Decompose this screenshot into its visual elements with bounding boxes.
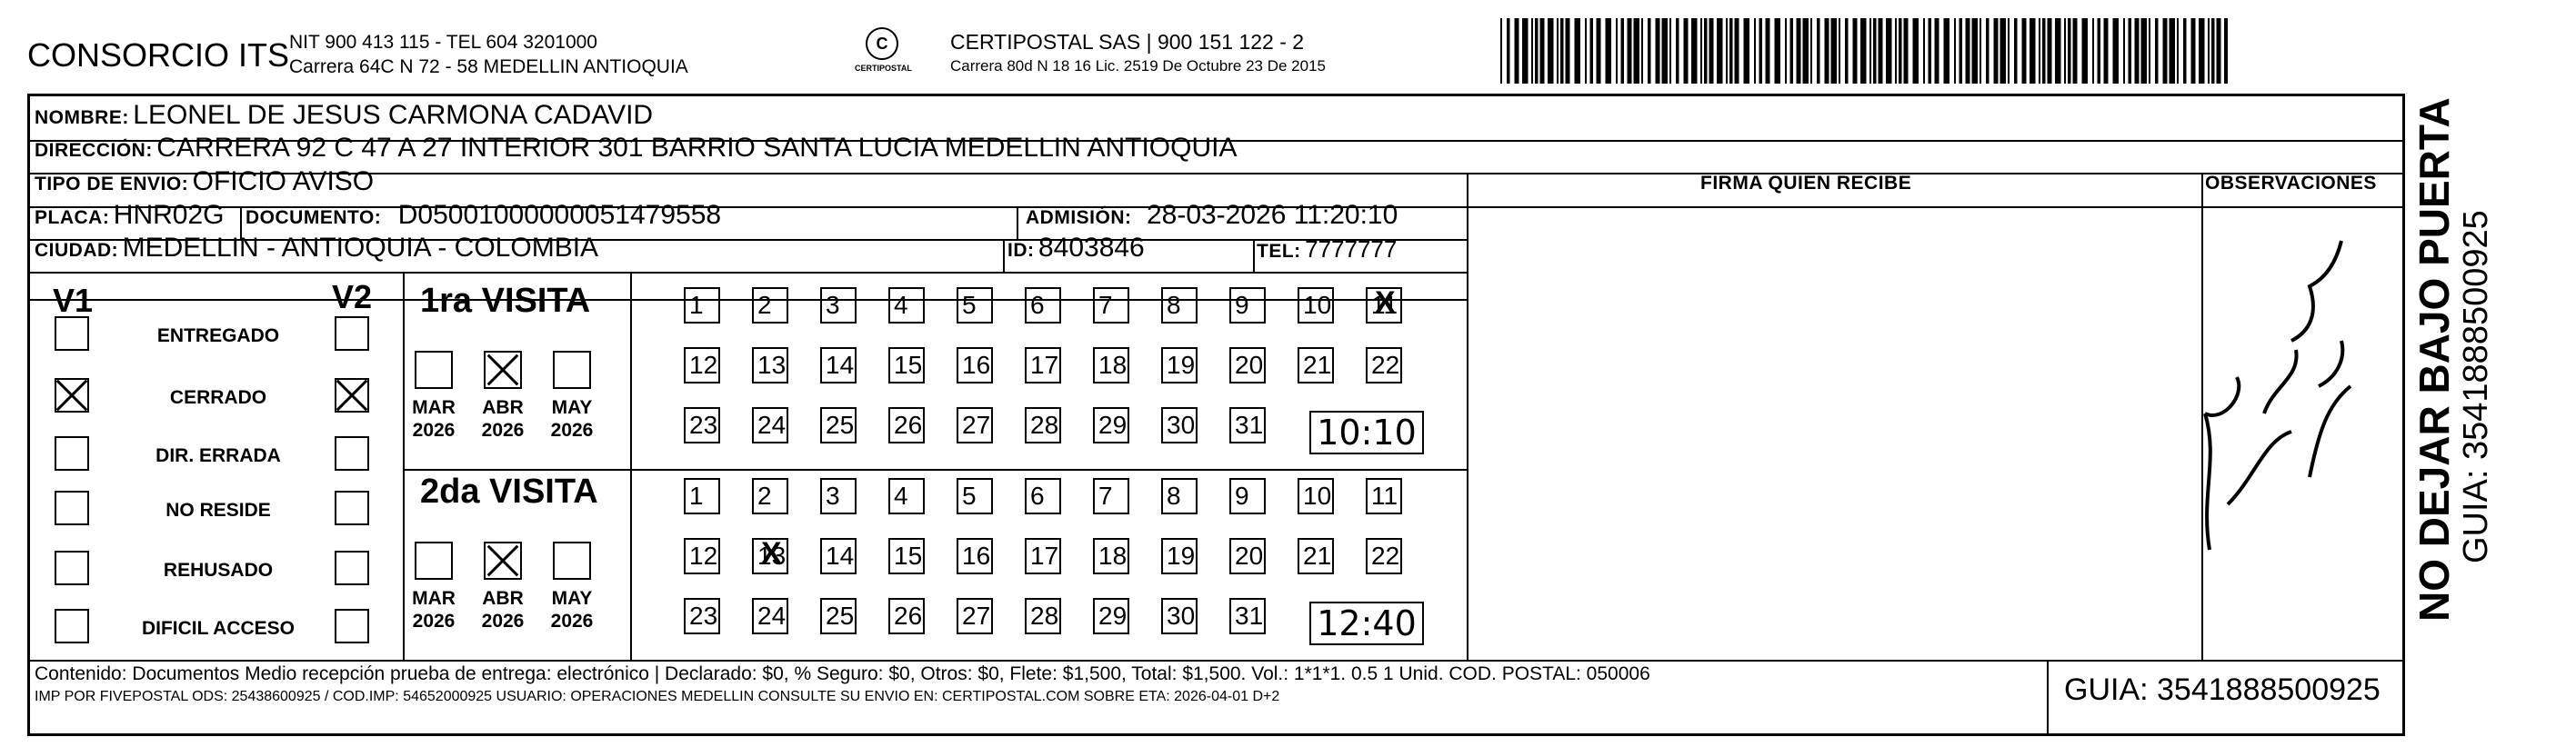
day-box[interactable]: 30	[1161, 598, 1198, 634]
month-name: MAY	[551, 588, 593, 609]
barcode-bar	[1839, 18, 1840, 84]
day-box[interactable]: 24	[752, 598, 788, 634]
status-label: DIFICIL ACCESO	[141, 618, 295, 639]
barcode-bar	[1923, 18, 1925, 84]
barcode-bar	[1899, 18, 1902, 84]
visit-time: 10:10	[1309, 411, 1424, 454]
status-v1-checkbox[interactable]	[55, 436, 89, 471]
month-name: ABR	[482, 588, 524, 609]
month-label	[542, 396, 602, 442]
barcode-bar	[2129, 18, 2132, 84]
v1-header: V1	[53, 282, 94, 319]
barcode-bar	[1535, 18, 1539, 84]
barcode-bar	[1560, 18, 1564, 84]
barcode-bar	[1676, 18, 1679, 84]
courier-logo	[855, 27, 912, 73]
footer-line1: Contenido: Documentos Medio recepción prueba de entrega: electrónico | Declarado: $0, % Seguro: $0, Otros: $0, Flete: $1,500, Total: $1,500. Vol.: 1*1*1. 0.5 1 Unid. COD. POSTAL: 050006	[35, 663, 1650, 684]
status-label: DIR. ERRADA	[155, 445, 281, 466]
day-box[interactable]: 22	[1366, 538, 1402, 574]
barcode-bar	[2008, 18, 2010, 84]
barcode-bar	[2217, 18, 2221, 84]
barcode-bar	[2082, 18, 2089, 84]
month-label	[404, 396, 464, 442]
courier-logo-text: CERTIPOSTAL	[855, 64, 912, 73]
status-v2-checkbox[interactable]	[335, 609, 369, 643]
day-box[interactable]: 10	[1298, 478, 1334, 514]
barcode-bar	[1803, 18, 1809, 84]
barcode-bar	[2014, 18, 2018, 84]
barcode-bar	[1935, 18, 1940, 84]
barcode-bar	[1853, 18, 1858, 84]
status-label: NO RESIDE	[165, 500, 271, 521]
company-info	[289, 30, 688, 79]
barcode-bar	[1531, 18, 1533, 84]
barcode-bar	[1684, 18, 1689, 84]
tipo-value: OFICIO AVISO	[192, 166, 375, 196]
barcode-bar	[1744, 18, 1750, 84]
status-v2-checkbox[interactable]	[335, 436, 369, 471]
barcode-bar	[1641, 18, 1643, 84]
day-box[interactable]: 1	[684, 478, 720, 514]
admision-value: 28-03-2026 11:20:10	[1146, 200, 1398, 230]
day-box[interactable]: 31	[1229, 407, 1266, 443]
barcode-bar	[1590, 18, 1594, 84]
month-year: 2026	[481, 420, 525, 441]
barcode-bar	[2022, 18, 2027, 84]
status-v1-checkbox[interactable]	[55, 316, 89, 351]
barcode-bar	[1845, 18, 1849, 84]
barcode-bar	[2163, 18, 2168, 84]
day-box[interactable]: 2	[752, 478, 788, 514]
day-box[interactable]: 4	[888, 287, 925, 324]
placa-row	[35, 200, 224, 231]
direccion-value: CARRERA 92 C 47 A 27 INTERIOR 301 BARRIO SANTA LUCIA MEDELLIN ANTIOQUIA	[156, 133, 1238, 163]
barcode-bar	[1994, 18, 1999, 84]
id-value: 8403846	[1037, 233, 1145, 263]
status-v1-checkbox[interactable]	[55, 491, 89, 525]
barcode-bar	[1726, 18, 1728, 84]
barcode-bar	[1669, 18, 1671, 84]
barcode-bar	[1873, 18, 1877, 84]
day-box[interactable]: 16	[957, 538, 993, 574]
day-box[interactable]: 20	[1229, 347, 1266, 383]
day-box[interactable]: 14	[820, 347, 857, 383]
barcode-bar	[2000, 18, 2007, 84]
barcode-bar	[1929, 18, 1932, 84]
form-frame	[27, 94, 2405, 736]
admision-label: ADMISIÓN:	[1026, 207, 1132, 228]
visit-title: 1ra VISITA	[420, 282, 591, 320]
day-box[interactable]: 7	[1093, 287, 1129, 324]
barcode-bar	[1790, 18, 1794, 84]
day-box[interactable]: 4	[888, 478, 925, 514]
day-box[interactable]: 12	[684, 347, 720, 383]
barcode-bar	[1810, 18, 1812, 84]
barcode-bar	[1735, 18, 1739, 84]
barcode-bar	[2183, 18, 2187, 84]
barcode-bar	[1557, 18, 1559, 84]
month-checkbox[interactable]	[415, 542, 453, 580]
month-checkbox[interactable]	[415, 351, 453, 389]
placa-value: HNR02G	[113, 200, 225, 230]
day-box[interactable]: 26	[888, 407, 925, 443]
barcode-bar	[1817, 18, 1820, 84]
day-box[interactable]: 26	[888, 598, 925, 634]
status-label: ENTREGADO	[156, 325, 280, 346]
day-box[interactable]: 7	[1093, 478, 1129, 514]
nombre-row	[35, 100, 653, 131]
month-checkbox[interactable]	[484, 351, 522, 389]
observaciones-label-text: OBSERVACIONES	[2205, 173, 2377, 194]
placa-label: PLACA:	[35, 207, 110, 228]
month-year: 2026	[550, 420, 594, 441]
barcode-bar	[1972, 18, 1979, 84]
barcode-bar	[1606, 18, 1612, 84]
barcode-bar	[1515, 18, 1519, 84]
footer-guia: GUIA: 3541888500925	[2064, 672, 2381, 707]
barcode-bar	[2155, 18, 2159, 84]
footer-line2: IMP POR FIVEPOSTAL ODS: 25438600925 / COD.IMP: 54652000925 USUARIO: OPERACIONES MEDELLIN CONSULTE SU ENVIO EN: CERTIPOSTAL.COM SOBRE ETA: 2026-04-01 D+2	[35, 689, 1280, 704]
direccion-row	[35, 133, 1237, 164]
barcode-bar	[1869, 18, 1871, 84]
barcode-bar	[2068, 18, 2071, 84]
barcode-bar	[1656, 18, 1660, 84]
courier-address: Carrera 80d N 18 16 Lic. 2519 De Octubre 23 De 2015	[950, 57, 1326, 75]
day-box[interactable]: 23	[684, 598, 720, 634]
day-box[interactable]: 8	[1161, 287, 1198, 324]
documento-row	[246, 200, 721, 231]
ciudad-label: CIUDAD:	[35, 240, 119, 261]
day-box[interactable]: 25	[820, 407, 857, 443]
day-box[interactable]: 9	[1229, 287, 1266, 324]
courier-logo-icon: C	[866, 27, 898, 60]
barcode-bar	[1616, 18, 1618, 84]
company-address: Carrera 64C N 72 - 58 MEDELLIN ANTIOQUIA	[289, 56, 688, 77]
month-year: 2026	[412, 420, 456, 441]
status-label: CERRADO	[169, 387, 267, 408]
barcode-bar	[1628, 18, 1632, 84]
tel-label: TEL:	[1257, 241, 1301, 262]
barcode-bar	[1709, 18, 1714, 84]
barcode-bar	[2141, 18, 2148, 84]
barcode-bar	[1507, 18, 1510, 84]
day-box[interactable]: 28	[1025, 407, 1061, 443]
barcode-bar	[2211, 18, 2215, 84]
barcode-bar	[1648, 18, 1651, 84]
tel-value: 7777777	[1305, 235, 1398, 263]
day-box[interactable]: 19	[1161, 538, 1198, 574]
day-box[interactable]: 25	[820, 598, 857, 634]
status-v2-checkbox[interactable]	[335, 378, 369, 413]
day-box[interactable]: 11	[1366, 478, 1402, 514]
day-box[interactable]: 5	[957, 478, 993, 514]
month-label	[404, 587, 464, 632]
barcode-bar	[2104, 18, 2109, 84]
day-box[interactable]: 30	[1161, 407, 1198, 443]
barcode-bar	[2098, 18, 2101, 84]
barcode-bar	[1540, 18, 1545, 84]
day-box[interactable]: 15	[888, 347, 925, 383]
visit-title: 2da VISITA	[420, 473, 598, 511]
side-guia: GUIA: 3541888500925	[2457, 210, 2495, 563]
month-name: MAR	[412, 397, 456, 418]
barcode-bar	[2048, 18, 2052, 84]
day-box[interactable]: 6	[1025, 287, 1061, 324]
day-box[interactable]: 12	[684, 538, 720, 574]
barcode-bar	[2073, 18, 2078, 84]
barcode-bar	[1913, 18, 1919, 84]
firma-label	[1700, 173, 1911, 194]
company-name: CONSORCIO ITS	[27, 36, 290, 74]
barcode-bar	[1825, 18, 1829, 84]
month-name: MAY	[551, 397, 593, 418]
v2-header: V2	[332, 278, 373, 315]
documento-label: DOCUMENTO:	[246, 207, 382, 228]
barcode-bar	[1700, 18, 1702, 84]
day-box[interactable]: 9	[1229, 478, 1266, 514]
barcode-bar	[1704, 18, 1708, 84]
barcode-bar	[1522, 18, 1529, 84]
day-box[interactable]: 16	[957, 347, 993, 383]
day-box[interactable]: 15	[888, 538, 925, 574]
barcode-bar	[2039, 18, 2040, 84]
barcode-bar	[1729, 18, 1733, 84]
barcode-bar	[1986, 18, 1990, 84]
barcode-bar	[2191, 18, 2196, 84]
id-label: ID:	[1007, 240, 1035, 261]
status-v2-checkbox[interactable]	[335, 491, 369, 525]
day-box[interactable]: 13	[752, 347, 788, 383]
barcode-bar	[2170, 18, 2176, 84]
day-box[interactable]: 14	[820, 538, 857, 574]
nombre-value: LEONEL DE JESUS CARMONA CADAVID	[133, 100, 654, 130]
day-box[interactable]: 27	[957, 598, 993, 634]
barcode-bar	[1766, 18, 1770, 84]
barcode-bar	[1966, 18, 1970, 84]
barcode-bar	[2177, 18, 2179, 84]
day-box[interactable]: 24	[752, 407, 788, 443]
day-box[interactable]: 8	[1161, 478, 1198, 514]
barcode-bar	[1886, 18, 1892, 84]
barcode-bar	[1621, 18, 1625, 84]
month-checkbox[interactable]	[553, 542, 591, 580]
day-box[interactable]: 21	[1298, 538, 1334, 574]
day-box[interactable]: 29	[1093, 407, 1129, 443]
courier-info	[950, 30, 1326, 78]
day-box[interactable]: 21	[1298, 347, 1334, 383]
admision-row	[1026, 200, 1398, 231]
ciudad-row	[35, 233, 598, 264]
day-box[interactable]: 29	[1093, 598, 1129, 634]
barcode-bar	[2224, 18, 2228, 84]
status-v1-checkbox[interactable]	[55, 378, 89, 413]
barcode-bar	[1548, 18, 1554, 84]
barcode-bar	[1575, 18, 1581, 84]
status-v2-checkbox[interactable]	[335, 551, 369, 585]
month-year: 2026	[481, 611, 525, 632]
barcode-bar	[1662, 18, 1669, 84]
barcode-bar	[1904, 18, 1909, 84]
barcode-bar	[1960, 18, 1963, 84]
day-box[interactable]: 6	[1025, 478, 1061, 514]
observaciones-label	[2205, 173, 2377, 194]
barcode-bar	[1585, 18, 1587, 84]
day-box[interactable]: 3	[820, 287, 857, 324]
ciudad-value: MEDELLIN - ANTIOQUIA - COLOMBIA	[122, 233, 599, 263]
month-checkbox[interactable]	[484, 542, 522, 580]
day-box[interactable]: 10	[1298, 287, 1334, 324]
id-row	[1007, 233, 1145, 264]
month-year: 2026	[412, 611, 456, 632]
visit-time: 12:40	[1309, 602, 1424, 645]
barcode-bar	[1785, 18, 1787, 84]
day-box[interactable]: 31	[1229, 598, 1266, 634]
barcode-bar	[2030, 18, 2036, 84]
barcode	[1500, 18, 2228, 84]
barcode-bar	[2064, 18, 2066, 84]
day-box[interactable]: 17	[1025, 347, 1061, 383]
month-label	[542, 587, 602, 632]
barcode-bar	[1691, 18, 1698, 84]
status-v2-checkbox[interactable]	[335, 316, 369, 351]
barcode-bar	[2208, 18, 2210, 84]
barcode-bar	[1797, 18, 1801, 84]
observaciones-signature	[2182, 204, 2364, 568]
barcode-bar	[2135, 18, 2140, 84]
day-box[interactable]: 18	[1093, 347, 1129, 383]
barcode-bar	[1775, 18, 1781, 84]
day-box[interactable]: 22	[1366, 347, 1402, 383]
barcode-bar	[2042, 18, 2046, 84]
courier-name: CERTIPOSTAL SAS | 900 151 122 - 2	[950, 30, 1305, 54]
company-nit: NIT 900 413 115 - TEL 604 3201000	[289, 32, 597, 53]
day-box[interactable]: 1	[684, 287, 720, 324]
month-name: ABR	[482, 397, 524, 418]
barcode-bar	[2149, 18, 2150, 84]
barcode-bar	[2055, 18, 2061, 84]
barcode-bar	[2092, 18, 2094, 84]
barcode-bar	[1980, 18, 1981, 84]
day-box[interactable]: 17	[1025, 538, 1061, 574]
barcode-bar	[1954, 18, 1956, 84]
barcode-bar	[1879, 18, 1883, 84]
barcode-bar	[1759, 18, 1763, 84]
day-box[interactable]: 28	[1025, 598, 1061, 634]
firma-label-text: FIRMA QUIEN RECIBE	[1700, 173, 1912, 194]
tipo-row	[35, 166, 374, 197]
documento-value: D05001000000051479558	[397, 200, 722, 230]
barcode-bar	[2199, 18, 2205, 84]
barcode-bar	[1597, 18, 1601, 84]
status-label: REHUSADO	[163, 560, 274, 581]
month-label	[473, 587, 533, 632]
barcode-bar	[1500, 18, 1502, 84]
barcode-bar	[1566, 18, 1570, 84]
tipo-label: TIPO DE ENVIO:	[35, 174, 189, 194]
day-box[interactable]: 18	[1093, 538, 1129, 574]
nombre-label: NOMBRE:	[35, 107, 129, 128]
day-box[interactable]: 23	[684, 407, 720, 443]
month-label	[473, 396, 533, 442]
direccion-label: DIRECCIÓN:	[35, 140, 153, 161]
barcode-bar	[2123, 18, 2125, 84]
tel-row	[1257, 235, 1397, 264]
day-box[interactable]: 27	[957, 407, 993, 443]
barcode-bar	[1860, 18, 1867, 84]
status-v1-checkbox[interactable]	[55, 609, 89, 643]
day-box[interactable]: 13 X	[752, 538, 788, 574]
barcode-bar	[1717, 18, 1723, 84]
month-year: 2026	[550, 611, 594, 632]
barcode-bar	[1895, 18, 1897, 84]
barcode-bar	[1831, 18, 1838, 84]
barcode-bar	[2113, 18, 2120, 84]
month-name: MAR	[412, 588, 456, 609]
day-box[interactable]: 5	[957, 287, 993, 324]
day-box[interactable]: 3	[820, 478, 857, 514]
day-box[interactable]: 2	[752, 287, 788, 324]
status-v1-checkbox[interactable]	[55, 551, 89, 585]
day-box[interactable]: 19	[1161, 347, 1198, 383]
barcode-bar	[1754, 18, 1756, 84]
barcode-bar	[1944, 18, 1950, 84]
side-notice: NO DEJAR BAJO PUERTA	[2411, 97, 2458, 622]
day-box[interactable]: 20	[1229, 538, 1266, 574]
day-box[interactable]: 11 X	[1366, 287, 1402, 324]
barcode-bar	[1634, 18, 1640, 84]
month-checkbox[interactable]	[553, 351, 591, 389]
